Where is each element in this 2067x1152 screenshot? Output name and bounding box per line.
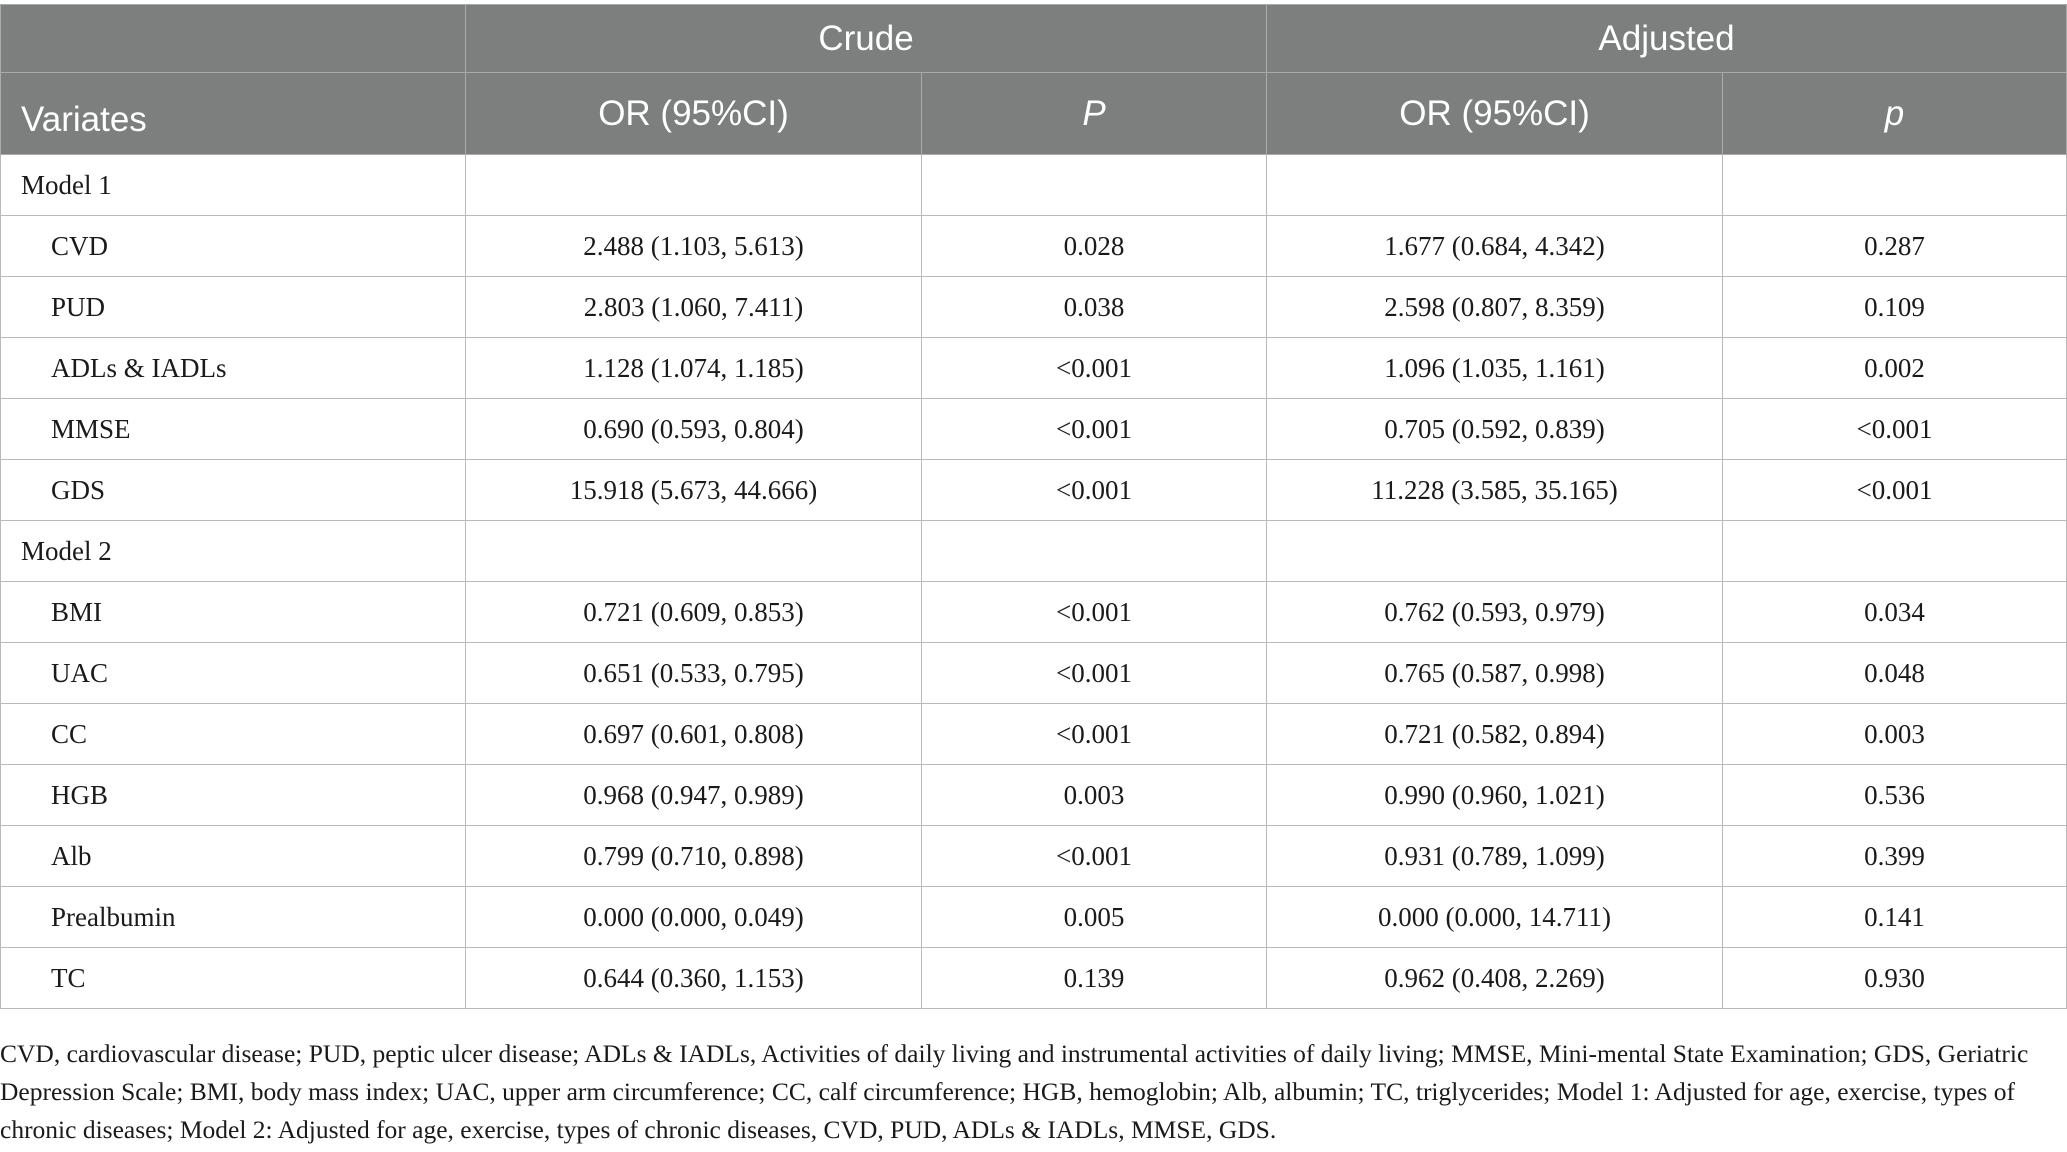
crude-p-cell: <0.001 [922,582,1267,643]
adjusted-p-cell: 0.536 [1723,765,2067,826]
crude-or-cell: 0.651 (0.533, 0.795) [466,643,922,704]
crude-or-cell: 2.803 (1.060, 7.411) [466,277,922,338]
group-header-row [1,5,2067,73]
variate-label: BMI [1,582,466,643]
table-row [1,582,2067,643]
adjusted-or-cell: 1.096 (1.035, 1.161) [1267,338,1723,399]
table-row [1,765,2067,826]
table-row [1,277,2067,338]
adjusted-or-cell: 0.765 (0.587, 0.998) [1267,643,1723,704]
variate-label: CC [1,704,466,765]
crude-p-cell: 0.003 [922,765,1267,826]
crude-or-cell: 0.697 (0.601, 0.808) [466,704,922,765]
adjusted-p-cell: 0.930 [1723,948,2067,1009]
table-row [1,704,2067,765]
table-header [1,5,2067,155]
variates-header: Variates [1,73,466,155]
header-empty-cell [1,5,466,73]
crude-or-cell: 2.488 (1.103, 5.613) [466,216,922,277]
variate-label: CVD [1,216,466,277]
crude-p-cell: 0.139 [922,948,1267,1009]
crude-p-cell: <0.001 [922,826,1267,887]
crude-p-cell [922,521,1267,582]
table-row [1,887,2067,948]
adjusted-or-cell: 0.705 (0.592, 0.839) [1267,399,1723,460]
crude-or-cell: 0.968 (0.947, 0.989) [466,765,922,826]
crude-or-cell [466,521,922,582]
table-row [1,399,2067,460]
crude-or-cell: 0.721 (0.609, 0.853) [466,582,922,643]
table-body [1,155,2067,1009]
adjusted-or-cell: 1.677 (0.684, 4.342) [1267,216,1723,277]
variate-label: PUD [1,277,466,338]
crude-p-cell: 0.038 [922,277,1267,338]
adjusted-p-cell: <0.001 [1723,460,2067,521]
variate-label: MMSE [1,399,466,460]
crude-or-cell: 1.128 (1.074, 1.185) [466,338,922,399]
variate-label: Alb [1,826,466,887]
model-group-row [1,155,2067,216]
table-footnote: CVD, cardiovascular disease; PUD, peptic ulcer disease; ADLs & IADLs, Activities of daily living and instrumental activities of daily living; MMSE, Mini-mental State Examination; GDS, Geriatric Depression Scale; BMI, body mass index; UAC, upper arm circumference; CC, calf circumference; HGB, hemoglobin; Alb, albumin; TC, triglycerides; Model 1: Adjusted for age, exercise, types of chronic diseases; Model 2: Adjusted for age, exercise, types of chronic diseases, CVD, PUD, ADLs & IADLs, MMSE, GDS. [0,1039,2029,1144]
crude-or-cell [466,155,922,216]
variate-label: UAC [1,643,466,704]
adjusted-p-cell: 0.399 [1723,826,2067,887]
variate-label: TC [1,948,466,1009]
adjusted-or-cell [1267,155,1723,216]
crude-or-cell: 0.644 (0.360, 1.153) [466,948,922,1009]
adjusted-p-cell: 0.287 [1723,216,2067,277]
adjusted-p-cell [1723,521,2067,582]
adjusted-or-header: OR (95%CI) [1267,73,1723,155]
column-header-row [1,73,2067,155]
odds-ratio-table [0,4,2067,1009]
crude-or-header: OR (95%CI) [466,73,922,155]
crude-or-cell: 0.690 (0.593, 0.804) [466,399,922,460]
adjusted-or-cell: 0.000 (0.000, 14.711) [1267,887,1723,948]
crude-p-cell: <0.001 [922,643,1267,704]
variate-label: GDS [1,460,466,521]
table-row [1,948,2067,1009]
crude-or-cell: 15.918 (5.673, 44.666) [466,460,922,521]
crude-p-header: P [922,73,1267,155]
variate-label: Prealbumin [1,887,466,948]
crude-p-cell [922,155,1267,216]
crude-p-cell: <0.001 [922,338,1267,399]
adjusted-p-header: p [1723,73,2067,155]
adjusted-p-cell: <0.001 [1723,399,2067,460]
adjusted-or-cell: 0.962 (0.408, 2.269) [1267,948,1723,1009]
model-group-row [1,521,2067,582]
table-row [1,338,2067,399]
adjusted-or-cell [1267,521,1723,582]
crude-p-cell: <0.001 [922,399,1267,460]
adjusted-or-cell: 0.762 (0.593, 0.979) [1267,582,1723,643]
adjusted-or-cell: 2.598 (0.807, 8.359) [1267,277,1723,338]
adjusted-p-cell: 0.003 [1723,704,2067,765]
adjusted-p-cell: 0.109 [1723,277,2067,338]
table-row [1,216,2067,277]
variate-label: Model 1 [1,155,466,216]
crude-p-cell: <0.001 [922,460,1267,521]
adjusted-p-cell [1723,155,2067,216]
adjusted-p-cell: 0.048 [1723,643,2067,704]
variate-label: ADLs & IADLs [1,338,466,399]
crude-p-cell: 0.028 [922,216,1267,277]
table-row [1,460,2067,521]
adjusted-p-cell: 0.141 [1723,887,2067,948]
adjusted-or-cell: 0.721 (0.582, 0.894) [1267,704,1723,765]
crude-or-cell: 0.799 (0.710, 0.898) [466,826,922,887]
crude-or-cell: 0.000 (0.000, 0.049) [466,887,922,948]
adjusted-or-cell: 0.931 (0.789, 1.099) [1267,826,1723,887]
variate-label: HGB [1,765,466,826]
adjusted-or-cell: 11.228 (3.585, 35.165) [1267,460,1723,521]
crude-p-cell: 0.005 [922,887,1267,948]
adjusted-p-cell: 0.034 [1723,582,2067,643]
adjusted-or-cell: 0.990 (0.960, 1.021) [1267,765,1723,826]
variate-label: Model 2 [1,521,466,582]
adjusted-group-header: Adjusted [1267,5,2067,73]
table-row [1,643,2067,704]
odds-ratio-table-container [0,4,2067,1009]
adjusted-p-cell: 0.002 [1723,338,2067,399]
crude-group-header: Crude [466,5,1267,73]
crude-p-cell: <0.001 [922,704,1267,765]
table-row [1,826,2067,887]
